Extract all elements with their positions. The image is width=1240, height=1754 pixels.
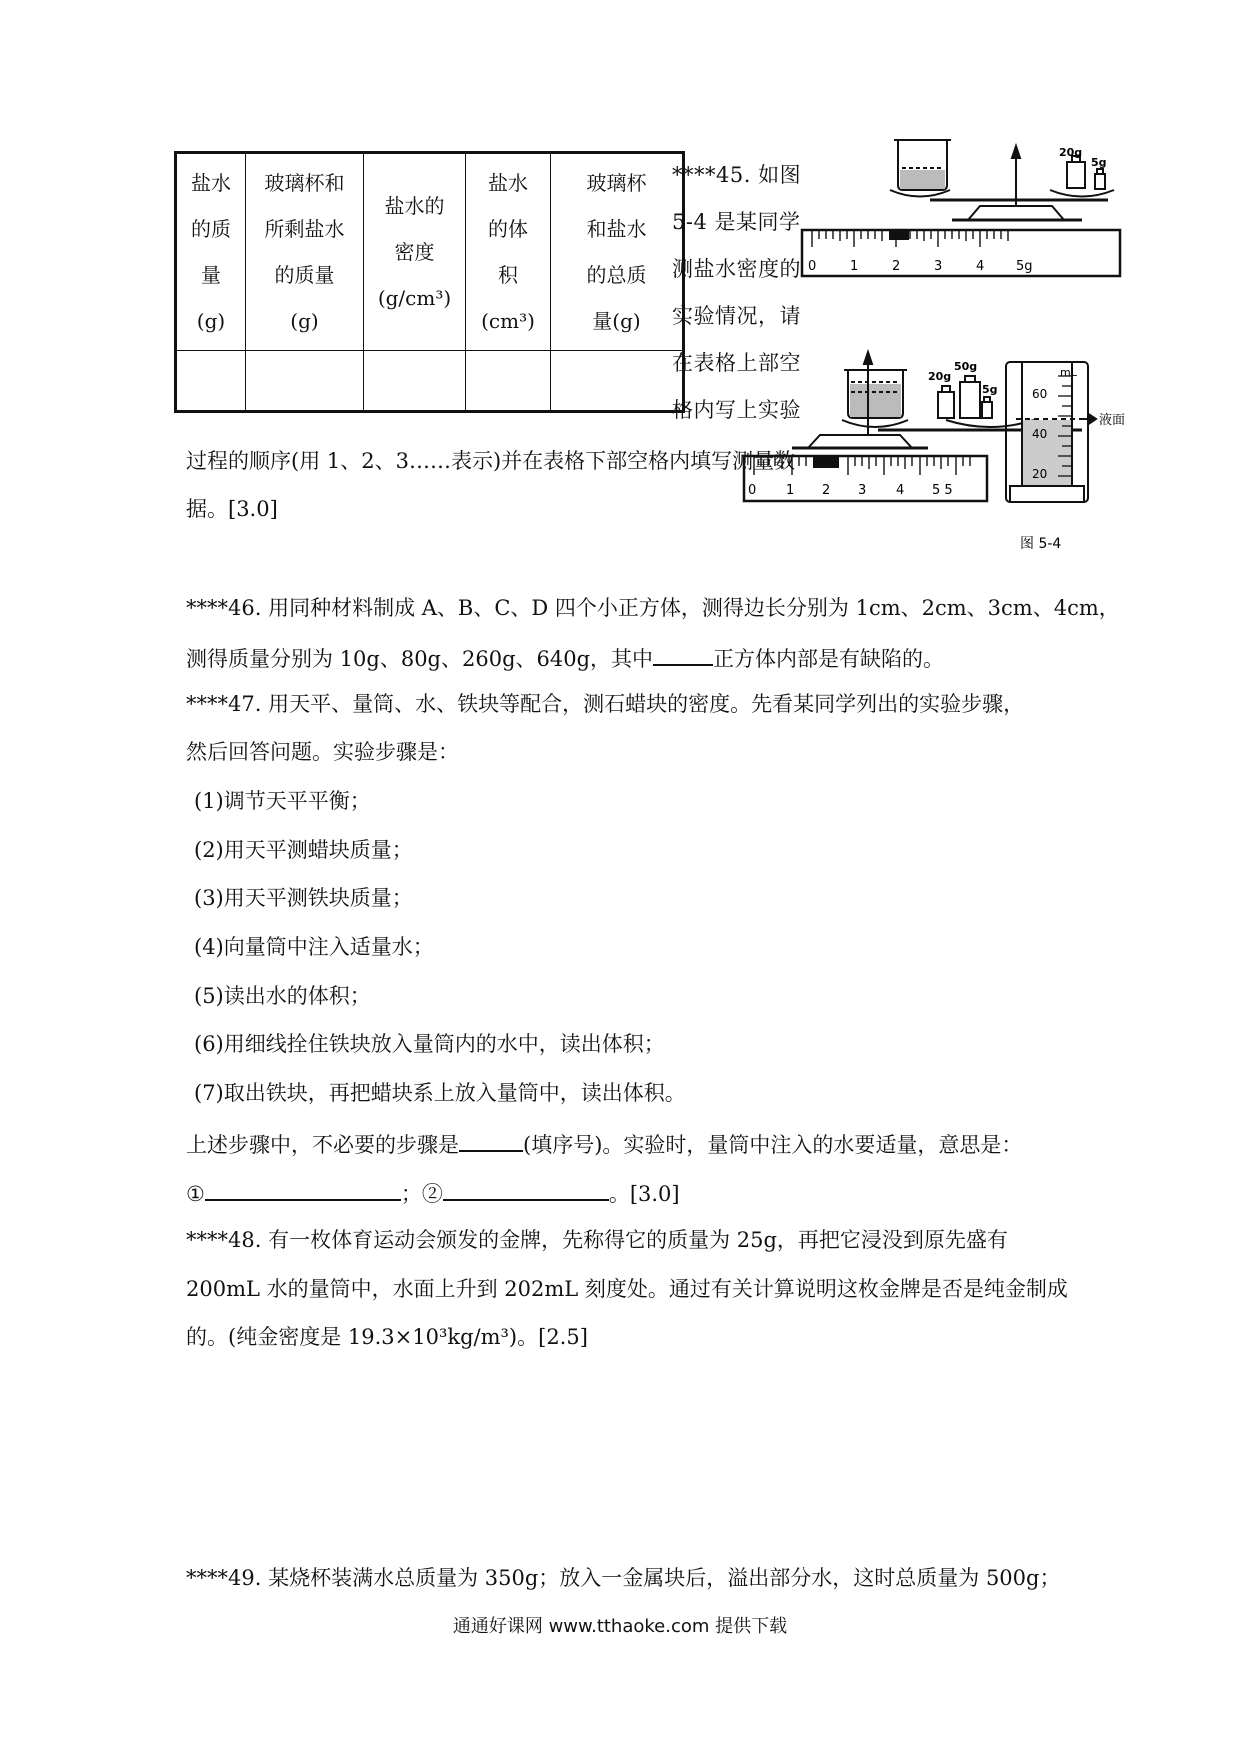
q47-line-2: 然后回答问题。实验步骤是： <box>186 740 459 764</box>
ruler-label: 5g <box>1016 259 1033 274</box>
q47-text: ；② <box>400 1182 443 1206</box>
answer-cell[interactable] <box>551 351 684 412</box>
answer-blank[interactable] <box>443 1181 609 1201</box>
top-balance-illustration <box>802 140 1120 276</box>
weight-icon <box>1067 162 1085 188</box>
header-text: 玻璃杯和 <box>264 171 345 195</box>
header-cell-total-mass <box>551 153 684 351</box>
q46-text: 测得质量分别为 10g、80g、260g、640g，其中 <box>186 647 654 671</box>
weight-label: 20g <box>928 370 952 383</box>
page-footer: 通通好课网 www.tthaoke.com 提供下载 <box>452 1616 788 1637</box>
figure-caption: 图 5-4 <box>1020 536 1062 552</box>
q45-line-8: 据。[3.0] <box>186 497 278 521</box>
q47-step: (7)取出铁块，再把蜡块系上放入量筒中，读出体积。 <box>194 1081 686 1105</box>
header-text: 量 <box>201 263 221 287</box>
header-cell-brine-mass <box>176 153 246 351</box>
q47-text: (填序号)。实验时，量筒中注入的水要适量，意思是： <box>523 1133 1023 1157</box>
q45-side-text <box>672 152 824 434</box>
weight-label: 20g <box>1059 146 1083 159</box>
weight-label: 5g <box>982 383 998 396</box>
header-text: 盐水的 <box>384 194 445 218</box>
q45-side-line: 在表格上部空 <box>672 351 801 375</box>
ruler-label: 2 <box>892 259 901 274</box>
weight-label: 50g <box>954 360 978 373</box>
ruler-label: 2 <box>822 483 831 498</box>
q48-line-2: 200mL 水的量筒中，水面上升到 202mL 刻度处。通过有关计算说明这枚金牌是否是纯金制成 <box>186 1277 1068 1301</box>
table-header-row <box>176 153 684 351</box>
q47-text: 。[3.0] <box>608 1182 680 1206</box>
ruler-label: 1 <box>786 483 795 498</box>
header-text: (cm³) <box>481 309 535 333</box>
q47-answer-line <box>186 1181 680 1205</box>
top-ruler-ticks <box>812 231 1008 247</box>
cylinder-label: 20 <box>1032 467 1048 481</box>
table-answer-row <box>176 351 684 412</box>
ruler-label: 0 <box>748 483 757 498</box>
q47-question-line <box>186 1132 1022 1156</box>
header-text: (g) <box>290 309 319 333</box>
header-text: 积 <box>498 263 518 287</box>
liquid-level-label: 液面 <box>1099 413 1126 428</box>
answer-cell[interactable] <box>466 351 551 412</box>
header-cell-density <box>364 153 466 351</box>
ruler-label: 5 5 <box>932 483 953 498</box>
header-text: 量(g) <box>592 309 641 333</box>
q47-text: ① <box>186 1182 205 1206</box>
header-text: 的质 <box>191 217 231 241</box>
answer-cell[interactable] <box>246 351 364 412</box>
weight-icon <box>960 382 980 418</box>
answer-blank[interactable] <box>205 1181 401 1201</box>
header-text: 盐水 <box>488 171 528 195</box>
weight-icon <box>938 392 954 418</box>
q45-side-line: 格内写上实验 <box>672 398 801 422</box>
header-text: (g/cm³) <box>377 286 452 310</box>
q45-side-line: 测盐水密度的 <box>672 257 801 281</box>
ruler-label: 0 <box>808 259 817 274</box>
answer-cell[interactable] <box>176 351 246 412</box>
answer-blank[interactable] <box>653 646 713 666</box>
header-text: 的质量 <box>274 263 335 287</box>
q47-step: (3)用天平测铁块质量； <box>194 886 413 910</box>
data-table <box>174 151 685 413</box>
header-text: 所剩盐水 <box>264 217 345 241</box>
answer-cell[interactable] <box>364 351 466 412</box>
q47-step: (1)调节天平平衡； <box>194 789 371 813</box>
q48-line-1: ****48. 有一枚体育运动会颁发的金牌，先称得它的质量为 25g，再把它浸没到原先盛有 <box>186 1228 1008 1252</box>
figure-5-4 <box>748 130 1150 560</box>
q46-line-1: ****46. 用同种材料制成 A、B、C、D 四个小正方体，测得边长分别为 1cm、2cm、3cm、4cm， <box>186 596 1120 620</box>
q45-side-line: 5-4 是某同学 <box>672 210 801 234</box>
weight-icon <box>982 402 992 418</box>
q45-side-line: 实验情况，请 <box>672 304 801 328</box>
cylinder-label: 60 <box>1032 387 1048 401</box>
header-text: 盐水 <box>191 171 231 195</box>
graduated-cylinder-illustration <box>1006 362 1096 502</box>
ruler-label: 4 <box>976 259 985 274</box>
q47-line-1: ****47. 用天平、量筒、水、铁块等配合，测石蜡块的密度。先看某同学列出的实验步骤， <box>186 692 1025 716</box>
ruler-label: 4 <box>896 483 905 498</box>
ruler-label: 3 <box>858 483 867 498</box>
q46-line-2 <box>186 646 944 670</box>
header-text: 密度 <box>394 240 435 264</box>
q45-line-7: 过程的顺序(用 1、2、3……表示)并在表格下部空格内填写测量数 <box>186 449 796 473</box>
q47-step: (5)读出水的体积； <box>194 984 371 1008</box>
q49-line-1: ****49. 某烧杯装满水总质量为 350g；放入一金属块后，溢出部分水，这时总质量为 500g； <box>186 1566 1061 1590</box>
ruler-label: 3 <box>934 259 943 274</box>
q47-text: 上述步骤中，不必要的步骤是 <box>186 1133 459 1157</box>
q47-step: (4)向量筒中注入适量水； <box>194 935 434 959</box>
header-text: (g) <box>196 309 226 333</box>
cylinder-unit: mL <box>1060 366 1077 379</box>
header-cell-volume <box>466 153 551 351</box>
q46-text: 正方体内部是有缺陷的。 <box>713 647 945 671</box>
weight-icon <box>1095 174 1105 189</box>
header-text: 的总质 <box>586 263 647 287</box>
header-text: 的体 <box>488 217 528 241</box>
header-text: 和盐水 <box>586 217 647 241</box>
q47-step: (6)用细线拴住铁块放入量筒内的水中，读出体积； <box>194 1032 665 1056</box>
weight-label: 5g <box>1091 156 1107 169</box>
q47-step: (2)用天平测蜡块质量； <box>194 838 413 862</box>
q45-side-line: ****45. 如图 <box>672 163 802 187</box>
header-cell-remaining-mass <box>246 153 364 351</box>
header-text: 玻璃杯 <box>586 171 647 195</box>
q48-line-3: 的。(纯金密度是 19.3×10³kg/m³)。[2.5] <box>186 1325 588 1349</box>
cylinder-label: 40 <box>1032 427 1048 441</box>
ruler-label: 1 <box>850 259 859 274</box>
answer-blank[interactable] <box>459 1132 523 1152</box>
